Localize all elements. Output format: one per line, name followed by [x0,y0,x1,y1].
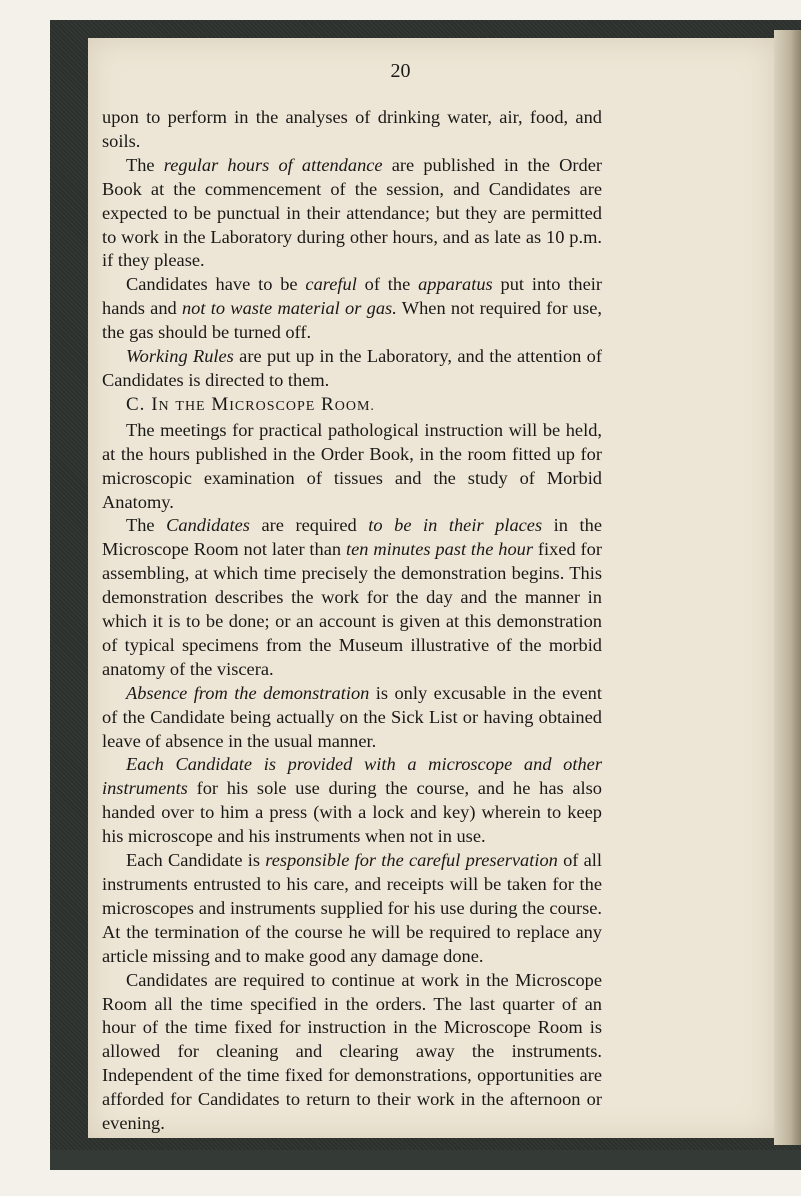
emphasis-text: ten minutes past the hour [345,539,534,560]
heading-smallcaps: OOM. [334,398,375,414]
paragraph [102,514,602,681]
paragraph [102,753,602,849]
heading-smallcaps: N [158,398,170,414]
paragraph [102,106,602,154]
paragraph [102,849,602,969]
emphasis-text: not to waste material or gas. [181,298,397,319]
paragraph-text: Candidates have to be [126,274,306,295]
paragraph-text: for his sole use during the course, and he has also handed over to him a press (with a lock and key) wherein to keep his microscope and his instruments when not in use. [102,778,602,847]
emphasis-text: regular hours of attendance [163,154,383,175]
heading-word [321,394,375,415]
heading-initial: R [321,393,335,415]
section-c-paragraphs [102,419,602,1136]
emphasis-text: responsible for the careful preservation [265,850,558,871]
heading-smallcaps: ICROSCOPE [229,398,316,414]
emphasis-text: careful [305,274,357,295]
paragraph-text: are published in the Order Book at the commencement of the session, and Candidates are expected to be punctual in their attendance; but they are permitted to work in the Laboratory during other hours, and as late as 10 p.m. if they please. [102,154,602,271]
heading-word [211,394,315,415]
paragraph-text: The [126,154,164,175]
paragraph-text: The [126,515,167,536]
emphasis-text: apparatus [418,274,493,295]
heading-title [151,394,375,415]
paragraph-text: fixed for assembling, at which time precisely the demonstration begins. This demonstration describes the work for the day and the manner in which it is to be done; or an account is given at this demonstration of typical specimens from the Museum illustrative of the morbid anatomy of the viscera. [102,539,603,679]
paragraph [102,419,602,515]
paragraph-text: When not required for use, the gas should be turned off. [102,298,602,343]
heading-letter: C. [126,393,146,415]
paragraph-text: of all instruments entrusted to his care, and receipts will be taken for the microscopes and instruments supplied for his use during the course. At the termination of the course he will be required to replace any article missing and to make good any damage done. [102,850,602,966]
section-heading [102,393,602,419]
paragraph [102,345,602,393]
paragraph-text: upon to perform in the analyses of drinking water, air, food, and soils. [102,107,602,151]
emphasis-text: to be in their places [368,515,543,536]
heading-initial: M [211,393,230,415]
paragraph [102,969,602,1136]
book-spine-edge [774,30,801,1145]
paragraph-text: are required [249,515,369,536]
paragraph-text: of the [356,274,419,295]
paragraph-text: in the Microscope Room not later than [102,515,602,560]
paragraph [102,154,602,274]
paragraph-text: are put up in the Laboratory, and the attention of Candidates is directed to them. [102,346,602,390]
paragraph [102,682,602,754]
page-number: 20 [390,60,411,82]
heading-smallcaps: THE [175,398,206,414]
heading-initial: I [151,393,159,415]
emphasis-text: Each Candidate is provided with a microscope and other instruments [102,754,602,799]
heading-word [151,394,169,415]
paragraph-text: Each Candidate is [126,850,266,871]
emphasis-text: Working Rules [126,346,234,367]
page-body [102,106,602,1136]
emphasis-text: Absence from the demonstration [126,682,370,703]
paragraph-text: is only excusable in the event of the Candidate being actually on the Sick List or having obtained leave of absence in the usual manner. [102,682,602,751]
paragraph-text: put into their hands and [102,274,602,319]
paragraph [102,273,602,345]
paragraph-text: The meetings for practical pathological instruction will be held, at the hours published in the Order Book, in the room fitted up for microscopic examination of tissues and the study of Morbid Anatomy. [102,419,602,512]
heading-word [175,394,205,415]
section-b-paragraphs [102,106,602,393]
paragraph-text: Candidates are required to continue at work in the Microscope Room all the time specified in the orders. The last quarter of an hour of the time fixed for instruction in the Microscope Room is allowed for cleaning and clearing away the instruments. Independent of the time fixed for demonstrations, opportunities are afforded for Candidates to return to their work in the afternoon or evening. [102,969,602,1134]
emphasis-text: Candidates [166,515,250,536]
book-cover-edge [50,1150,801,1170]
